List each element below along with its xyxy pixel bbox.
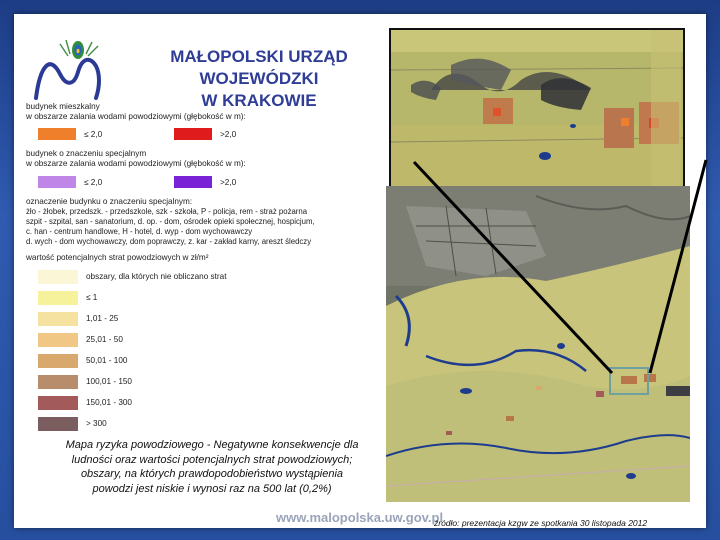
loss-class-label: > 300 <box>86 419 107 428</box>
loss-class-label: 100,01 - 150 <box>86 377 132 386</box>
loss-class-label: 150,01 - 300 <box>86 398 132 407</box>
swatch-special-low <box>38 176 76 188</box>
legend-special-heading: budynek o znaczeniu specjalnym <box>26 149 147 158</box>
map-caption: Mapa ryzyka powodziowego - Negatywne konsekwencje dla ludności oraz wartości potencjalnych strat powodziowych; obszary, na których prawdopodobieństwo wystąpienia powodzi jest niskie i wynosi raz na 500 lat (0,2%) <box>65 439 359 495</box>
legend-residential-heading: budynek mieszkalny <box>26 102 100 111</box>
institution-name <box>109 46 409 112</box>
loss-class-swatch <box>38 375 78 389</box>
zoomed-map-inset <box>389 28 685 193</box>
swatch-residential-low <box>38 128 76 140</box>
label-special-low: ≤ 2,0 <box>84 178 103 187</box>
label-residential-low: ≤ 2,0 <box>84 130 103 139</box>
logo-icon <box>30 36 110 106</box>
legend-values-heading: wartość potencjalnych strat powodziowych w zł/m² <box>26 253 209 262</box>
loss-class-swatch <box>38 354 78 368</box>
loss-class-label: obszary, dla których nie obliczano strat <box>86 272 227 281</box>
source-note: źródło: prezentacja kzgw ze spotkania 30 listopada 2012 <box>434 518 648 528</box>
website-watermark: www.malopolska.uw.gov.pl <box>276 510 444 525</box>
loss-class-label: 1,01 - 25 <box>86 314 119 323</box>
legend-abbreviations-4: d. wych - dom wychowawczy, dom poprawczy, z. kar - zakład karny, areszt śledczy <box>26 237 312 246</box>
legend-special-subheading: w obszarze zalania wodami powodziowymi (głębokość w m): <box>26 159 246 168</box>
legend-abbreviations-2: szpit - szpital, san - sanatorium, d. op. - dom, ośrodek opieki społecznej, hospicjum, <box>26 217 315 226</box>
loss-class-swatch <box>38 291 78 305</box>
legend-abbreviations-1: żło - żłobek, przedszk. - przedszkole, szk - szkoła, P - policja, rem - straż pożarna <box>26 207 308 216</box>
legend-special-designations: oznaczenie budynku o znaczeniu specjalnym: <box>26 197 193 206</box>
loss-class-swatch <box>38 270 78 284</box>
swatch-special-high <box>174 176 212 188</box>
institution-line-1: MAŁOPOLSKI URZĄD WOJEWÓDZKI <box>170 47 348 88</box>
loss-class-label: 25,01 - 50 <box>86 335 123 344</box>
label-special-high: >2,0 <box>220 178 237 187</box>
swatch-residential-high <box>174 128 212 140</box>
loss-class-swatch <box>38 396 78 410</box>
loss-class-label: ≤ 1 <box>86 293 98 302</box>
institution-line-2: W KRAKOWIE <box>201 91 317 110</box>
legend-residential-subheading: w obszarze zalania wodami powodziowymi (głębokość w m): <box>26 112 246 121</box>
loss-class-swatch <box>38 333 78 347</box>
label-residential-high: >2,0 <box>220 130 237 139</box>
loss-class-swatch <box>38 312 78 326</box>
loss-class-label: 50,01 - 100 <box>86 356 128 365</box>
loss-class-swatch <box>38 417 78 431</box>
legend-abbreviations-3: c. han - centrum handlowe, H - hotel, d. wyp - dom wychowawczy <box>26 227 253 236</box>
flood-risk-map <box>386 186 690 502</box>
